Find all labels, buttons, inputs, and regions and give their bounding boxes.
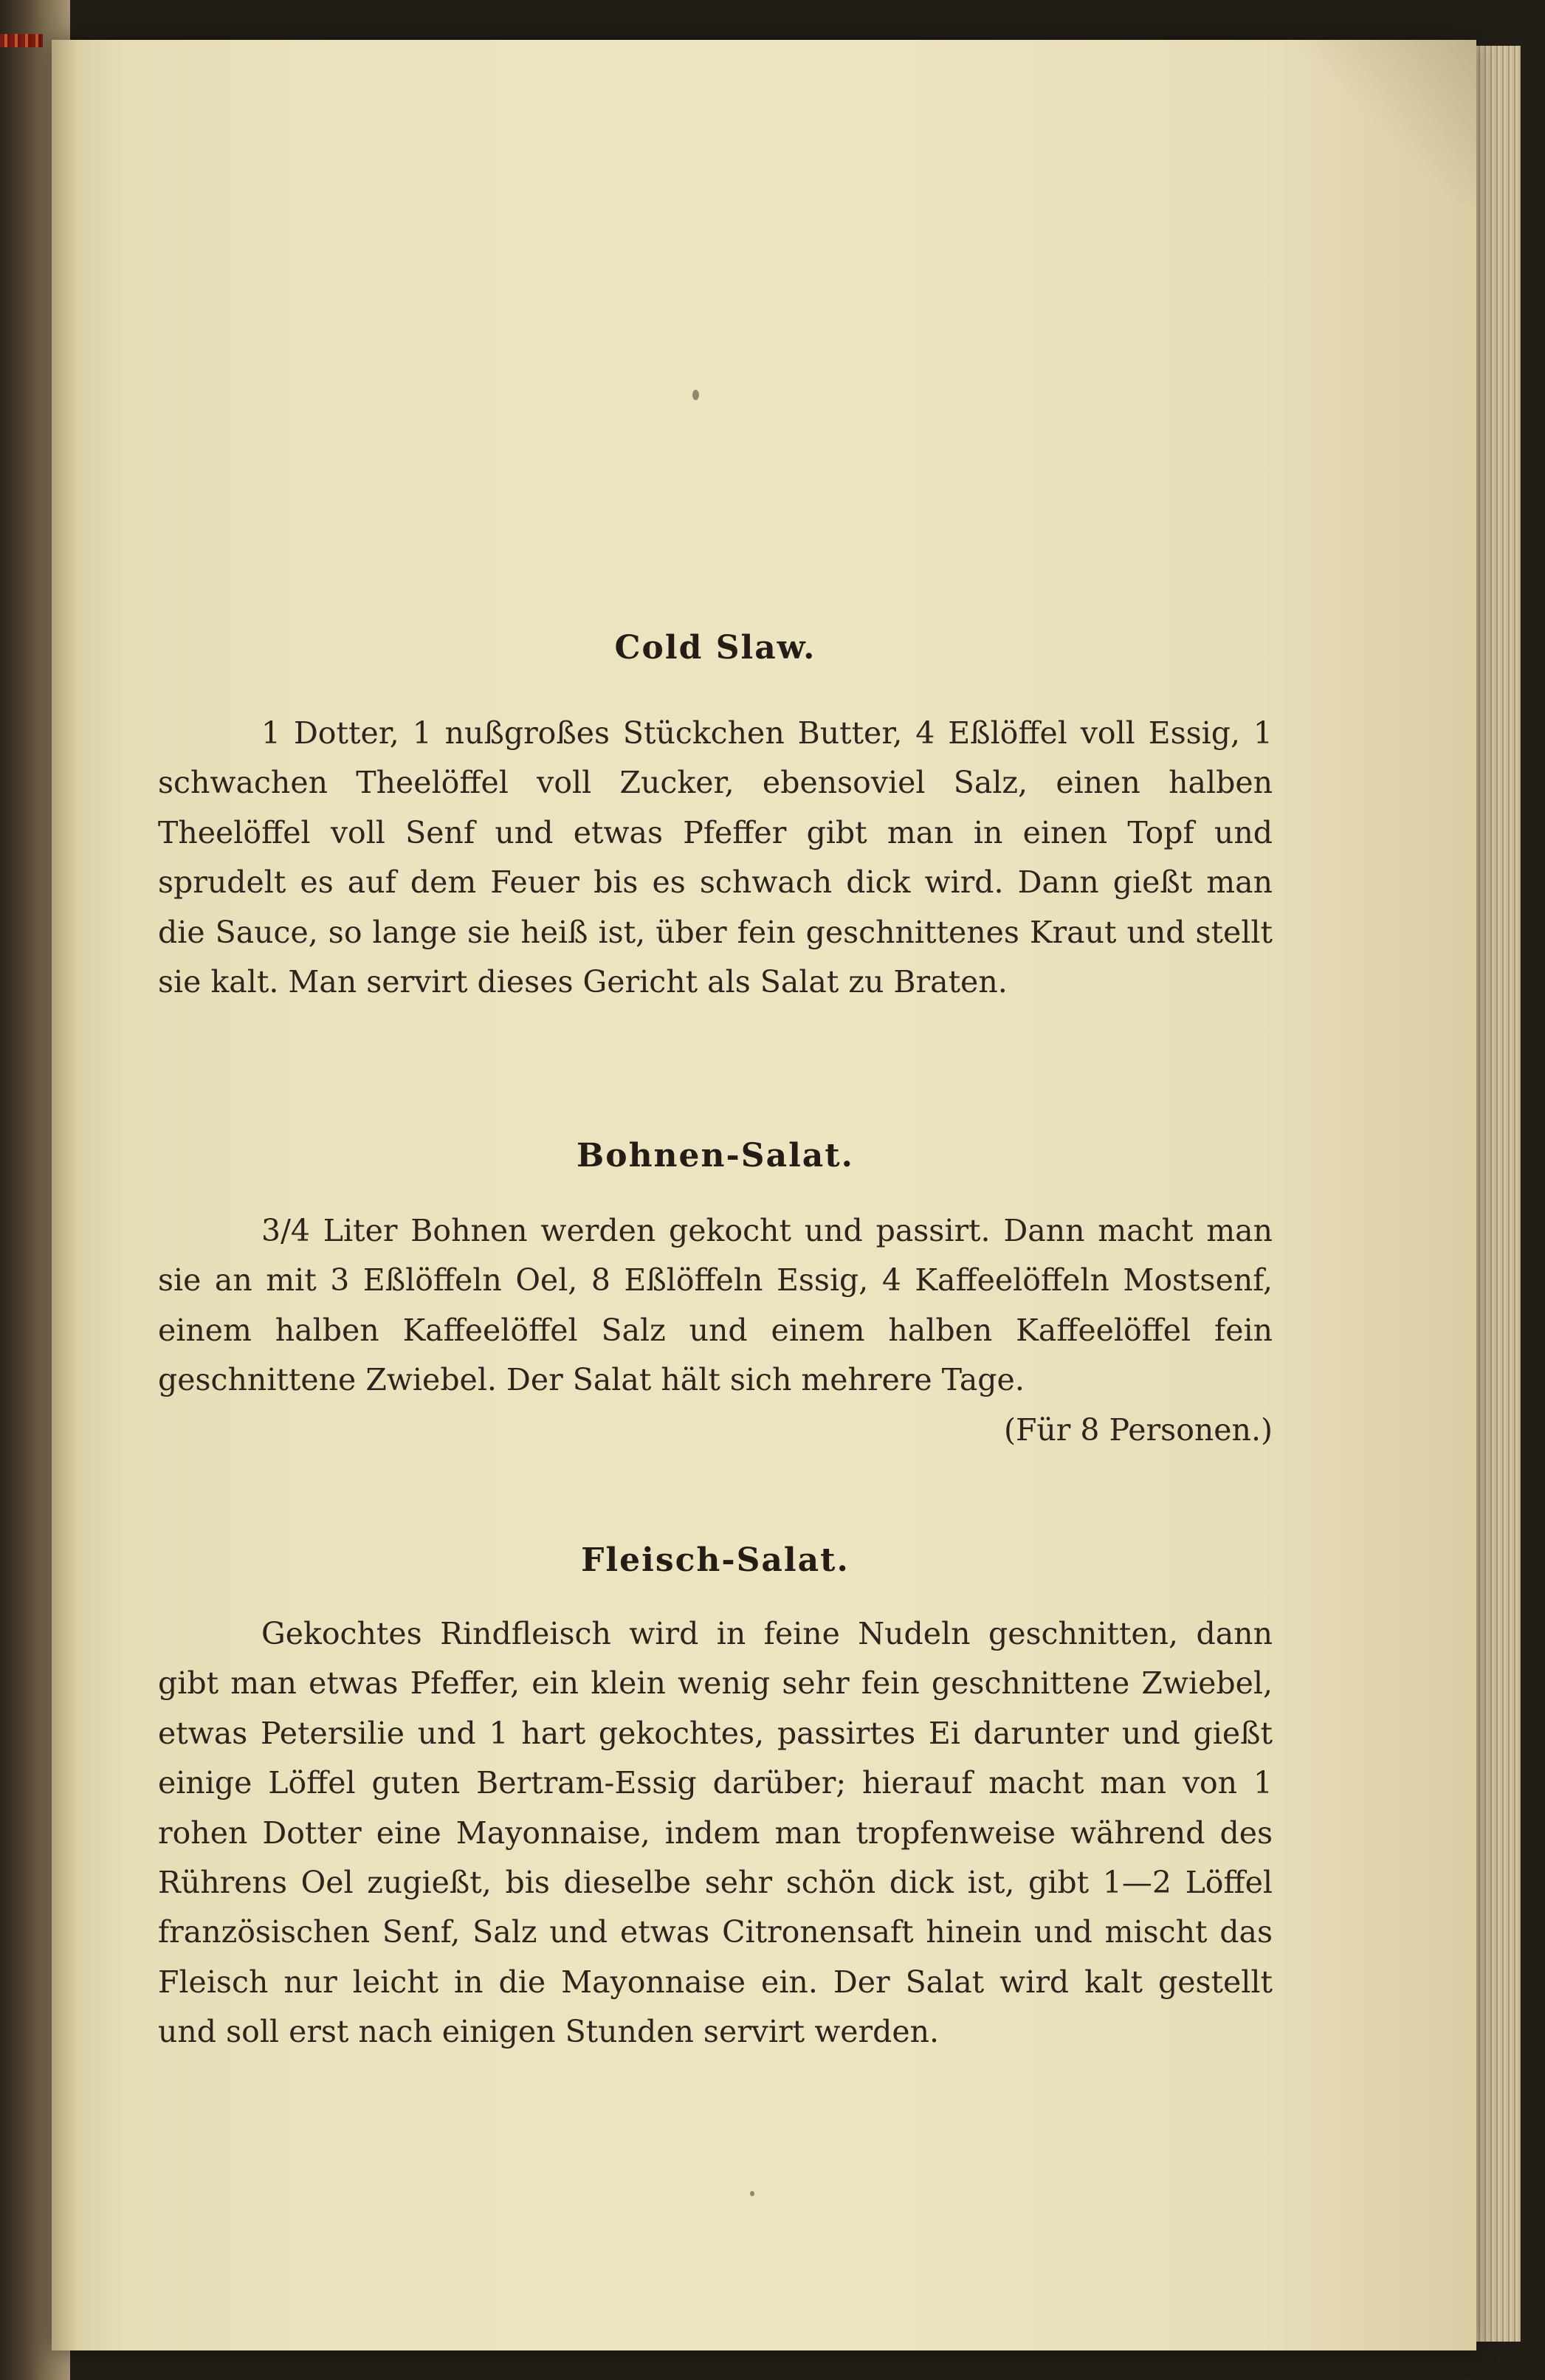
page-gutter-shadow <box>52 40 78 2350</box>
recipe-body: 1 Dotter, 1 nußgroßes Stückchen Butter, 4 Eßlöffel voll Essig, 1 schwachen Theelöffel voll Zucker, ebensoviel Salz, einen halben Theelöffel voll Senf und etwas Pfeffer gibt man in einen Topf und sprudelt es auf dem Feuer bis es schwach dick wird. Dann gießt man die Sauce, so lange sie heiß ist, über fein geschnittenes Kraut und stellt sie kalt. Man servirt dieses Gericht als Salat zu Braten. <box>158 715 1273 1000</box>
servings-note: (Für 8 Personen.) <box>1003 1411 1273 1448</box>
ink-speck <box>692 390 699 400</box>
recipe-body <box>158 1206 1273 1455</box>
ink-speck <box>750 2191 754 2196</box>
spine-color-mark <box>0 34 43 47</box>
recipe-title: Fleisch-Salat. <box>581 1541 850 1579</box>
recipe-title: Cold Slaw. <box>614 629 816 667</box>
recipe-body-text: 3/4 Liter Bohnen werden gekocht und passirt. Dann macht man sie an mit 3 Eßlöffeln Oel, 8 Eßlöffeln Essig, 4 Kaffeelöffeln Mostsenf, einem halben Kaffeelöffel Salz und einem halben Kaffeelöffel fein geschnittene Zwiebel. Der Salat hält sich mehrere Tage. <box>158 1213 1273 1398</box>
recipe-title: Bohnen-Salat. <box>577 1137 854 1174</box>
recipe-body: Gekochtes Rindfleisch wird in feine Nudeln geschnitten, dann gibt man etwas Pfeffer, ein klein wenig sehr fein geschnittene Zwiebel, etwas Petersilie und 1 hart gekochtes, passirtes Ei darunter und gießt einige Löffel guten Bertram-Essig darüber; hierauf macht man von 1 rohen Dotter eine Mayonnaise, indem man tropfenweise während des Rührens Oel zugießt, bis dieselbe sehr schön dick ist, gibt 1—2 Löffel französischen Senf, Salz und etwas Citronensaft hinein und mischt das Fleisch nur leicht in die Mayonnaise ein. Der Salat wird kalt gestellt und soll erst nach einigen Stunden servirt werden. <box>158 1616 1273 2050</box>
page-stack-edge <box>1476 46 1521 2342</box>
corner-fold <box>1299 40 1476 202</box>
